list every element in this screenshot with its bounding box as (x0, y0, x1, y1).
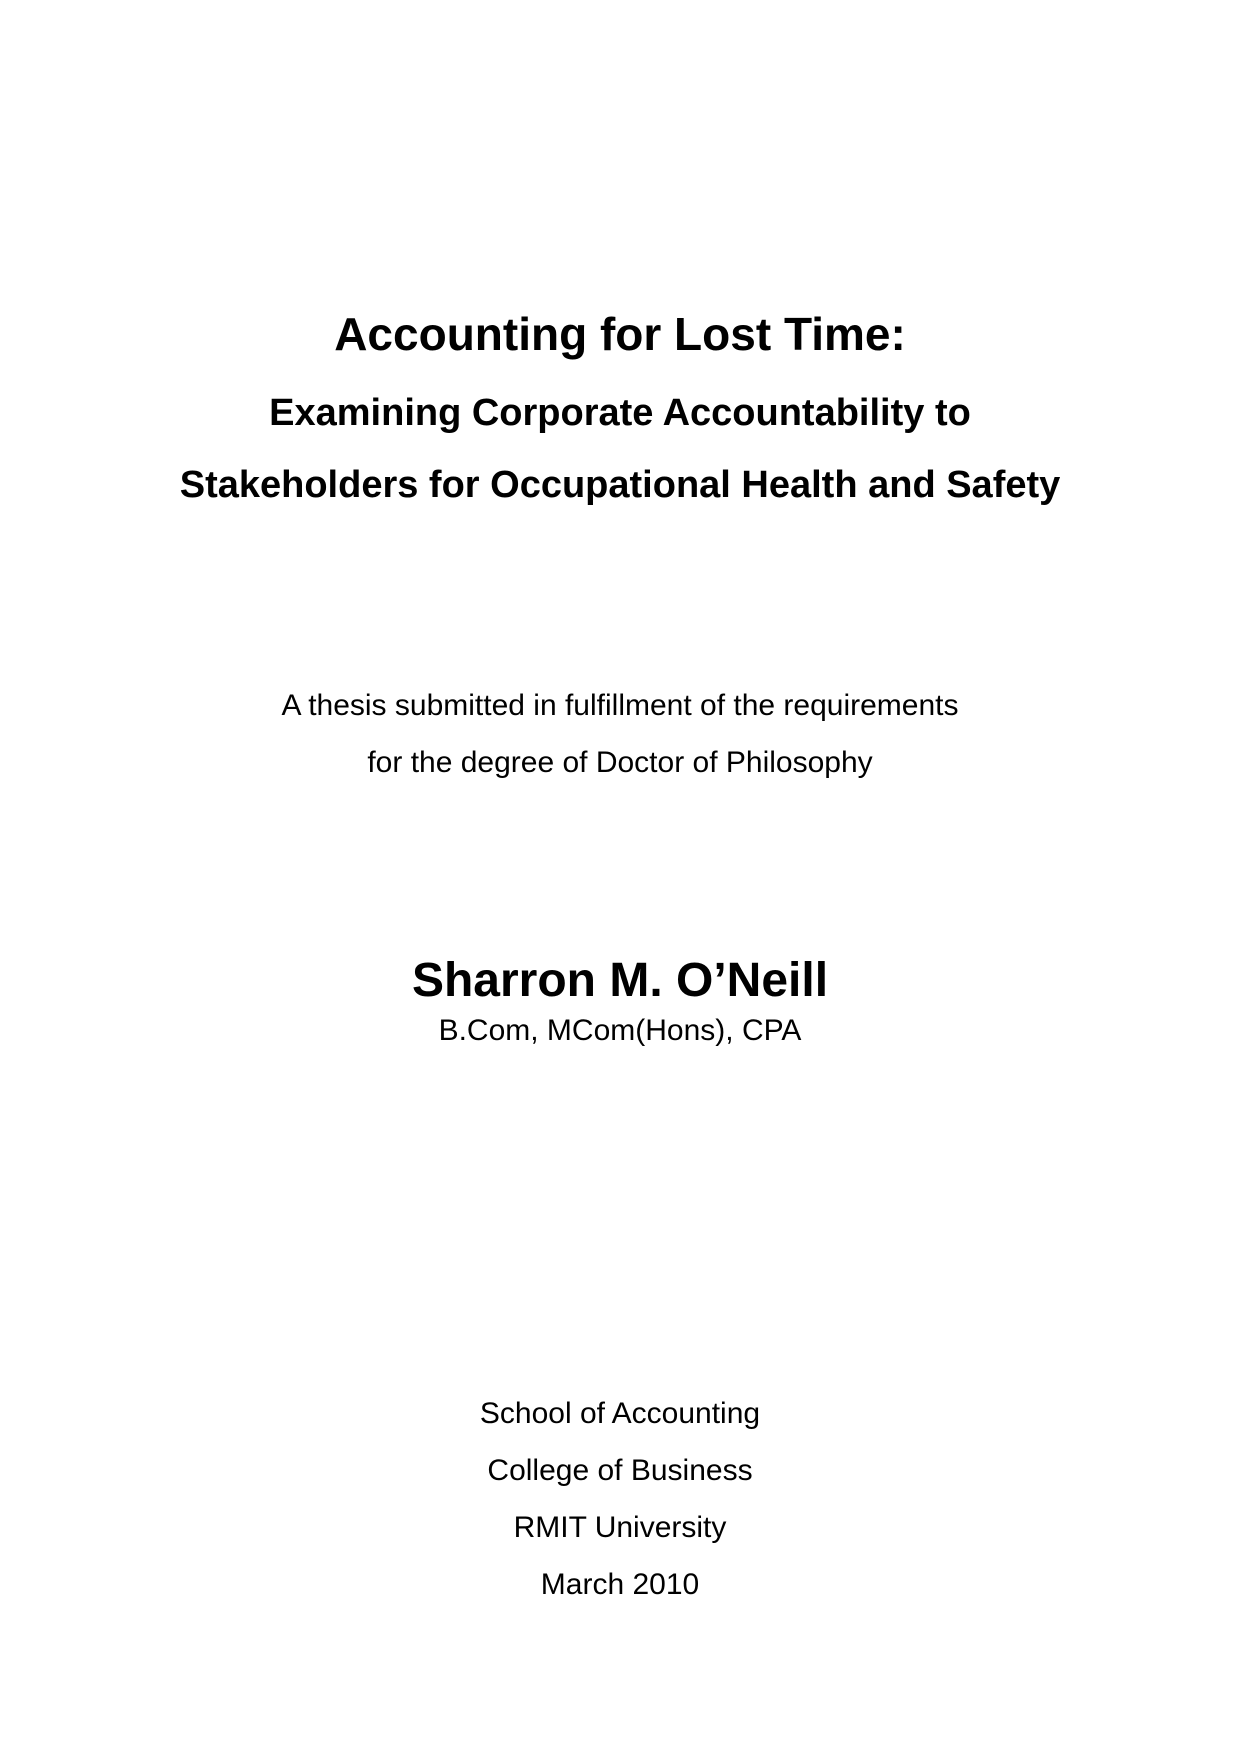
affiliation-college: College of Business (487, 1454, 753, 1487)
thesis-title: Accounting for Lost Time: (334, 308, 906, 360)
submission-date: March 2010 (540, 1568, 700, 1601)
thesis-subtitle-line-2: Stakeholders for Occupational Health and Safety (179, 464, 1061, 506)
affiliation-school: School of Accounting (479, 1397, 761, 1430)
author-credentials: B.Com, MCom(Hons), CPA (438, 1014, 802, 1047)
thesis-subtitle-line-1: Examining Corporate Accountability to (269, 392, 971, 434)
affiliation-university: RMIT University (513, 1511, 727, 1544)
author-name: Sharron M. O’Neill (411, 954, 829, 1007)
thesis-statement-line-1: A thesis submitted in fulfillment of the requirements (281, 689, 959, 722)
thesis-statement-line-2: for the degree of Doctor of Philosophy (367, 746, 873, 779)
